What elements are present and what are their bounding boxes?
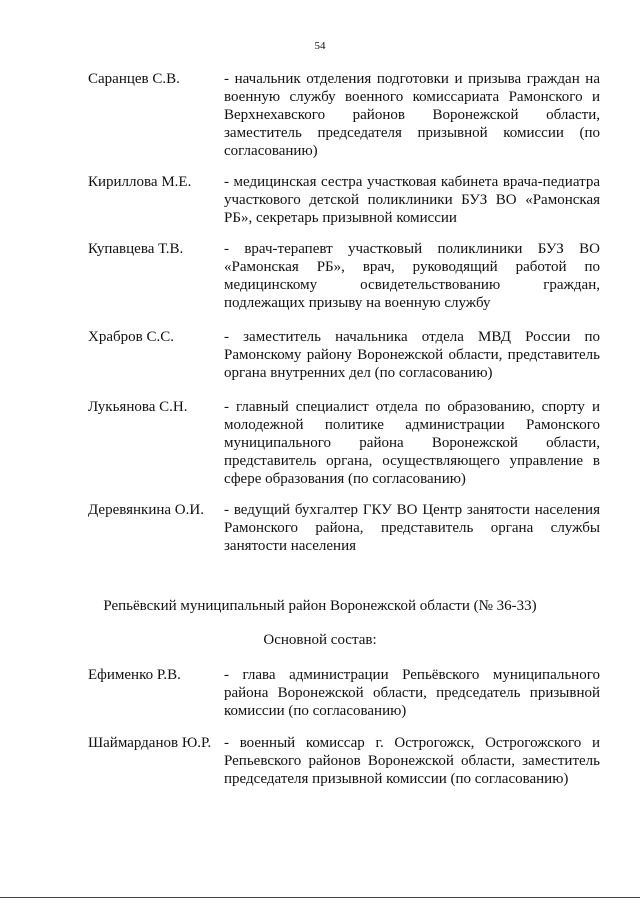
member-name: Лукьянова С.Н. [88,399,188,415]
district-heading: Репьёвский муниципальный район Воронежской области (№ 36-33) [103,598,537,614]
member-description: - глава администрации Репьёвского муниципального района Воронежской области, председатель призывной комиссии (по согласованию) [224,667,600,719]
page-bottom-rule [0,897,640,898]
member-name: Ефименко Р.В. [88,667,181,683]
member-description: - военный комиссар г. Острогожск, Острогожского и Репьевского районов Воронежской области, заместитель председателя призывной комиссии (по согласованию) [224,735,600,787]
member-name: Шаймарданов Ю.Р. [88,735,212,751]
member-name: Купавцева Т.В. [88,241,184,257]
member-name: Деревянкина О.И. [88,502,204,518]
member-name: Храбров С.С. [88,329,174,345]
member-name: Саранцев С.В. [88,71,180,87]
page-number: 54 [314,40,326,52]
member-description: - начальник отделения подготовки и призыва граждан на военную службу военного комиссариата Рамонского и Верхнехавского районов Воронежской области, заместитель председателя призывной комиссии (по согласованию) [224,71,600,159]
member-description: - врач-терапевт участковый поликлиники БУЗ ВО «Рамонская РБ», врач, руководящий работой по медицинскому освидетельствованию граждан, подлежащих призыву на военную службу [224,241,600,311]
member-name: Кириллова М.Е. [88,174,192,190]
composition-subheading: Основной состав: [263,632,377,648]
member-description: - ведущий бухгалтер ГКУ ВО Центр занятости населения Рамонского района, представитель органа службы занятости населения [224,502,600,554]
member-description: - главный специалист отдела по образованию, спорту и молодежной политике администрации Рамонского муниципального района Воронежской области, представитель органа, осуществляющего управление в сфере образования (по согласованию) [224,399,600,487]
member-description: - заместитель начальника отдела МВД России по Рамонскому району Воронежской области, представитель органа внутренних дел (по согласованию) [224,329,600,381]
member-description: - медицинская сестра участковая кабинета врача-педиатра участкового детской поликлиники БУЗ ВО «Рамонская РБ», секретарь призывной комиссии [224,174,600,226]
